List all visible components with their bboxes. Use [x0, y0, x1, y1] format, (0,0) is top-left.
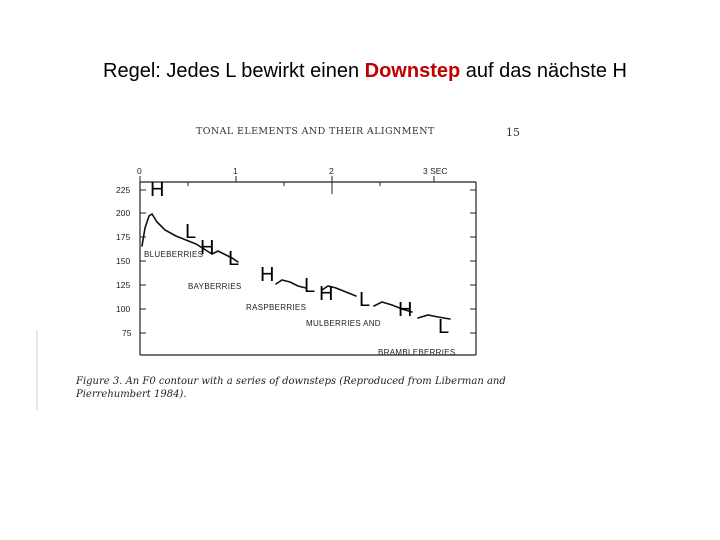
f0-contour-figure	[36, 118, 536, 418]
y-tick-100: 100	[116, 304, 131, 314]
tone-h-5: H	[398, 299, 413, 321]
time-tick-0: 0	[137, 166, 142, 176]
time-tick-2: 2	[329, 166, 334, 176]
heading-suffix: auf das nächste H	[460, 60, 627, 82]
tone-h-4: H	[319, 283, 334, 305]
tone-l-2: L	[228, 248, 240, 270]
figure-running-head: TONAL ELEMENTS AND THEIR ALIGNMENT	[196, 126, 435, 137]
slide-heading	[0, 60, 720, 83]
word-bayberries: BAYBERRIES	[188, 282, 242, 291]
figure-caption-line-1: Figure 3. An F0 contour with a series of downsteps (Reproduced from Liberman and	[76, 376, 506, 387]
time-tick-3: 3 SEC	[423, 166, 448, 176]
plot-frame	[140, 182, 476, 355]
y-tick-125: 125	[116, 280, 131, 290]
tone-l-4: L	[359, 289, 371, 311]
figure-caption-line-2: Pierrehumbert 1984).	[76, 389, 187, 400]
contour-raspberries	[276, 280, 306, 288]
tone-h-1: H	[150, 179, 165, 201]
tone-h-2: H	[200, 237, 215, 259]
word-blueberries: BLUEBERRIES	[144, 250, 204, 259]
word-mulberries-and: MULBERRIES AND	[306, 319, 381, 328]
figure-page-number: 15	[506, 126, 520, 139]
tone-h-3: H	[260, 264, 275, 286]
time-tick-1: 1	[233, 166, 238, 176]
tone-l-3: L	[304, 275, 316, 297]
y-tick-225: 225	[116, 185, 131, 195]
y-tick-200: 200	[116, 208, 131, 218]
tone-l-5: L	[438, 316, 450, 338]
tone-l-1: L	[185, 221, 197, 243]
heading-highlight: Downstep	[364, 60, 461, 82]
heading-prefix: Regel: Jedes L bewirkt einen	[103, 60, 365, 82]
word-raspberries: RASPBERRIES	[246, 303, 307, 312]
word-brambleberries: BRAMBLEBERRIES	[378, 348, 456, 357]
y-axis	[140, 190, 476, 333]
y-tick-75: 75	[122, 328, 132, 338]
y-tick-175: 175	[116, 232, 131, 242]
y-tick-150: 150	[116, 256, 131, 266]
time-axis	[140, 176, 434, 194]
